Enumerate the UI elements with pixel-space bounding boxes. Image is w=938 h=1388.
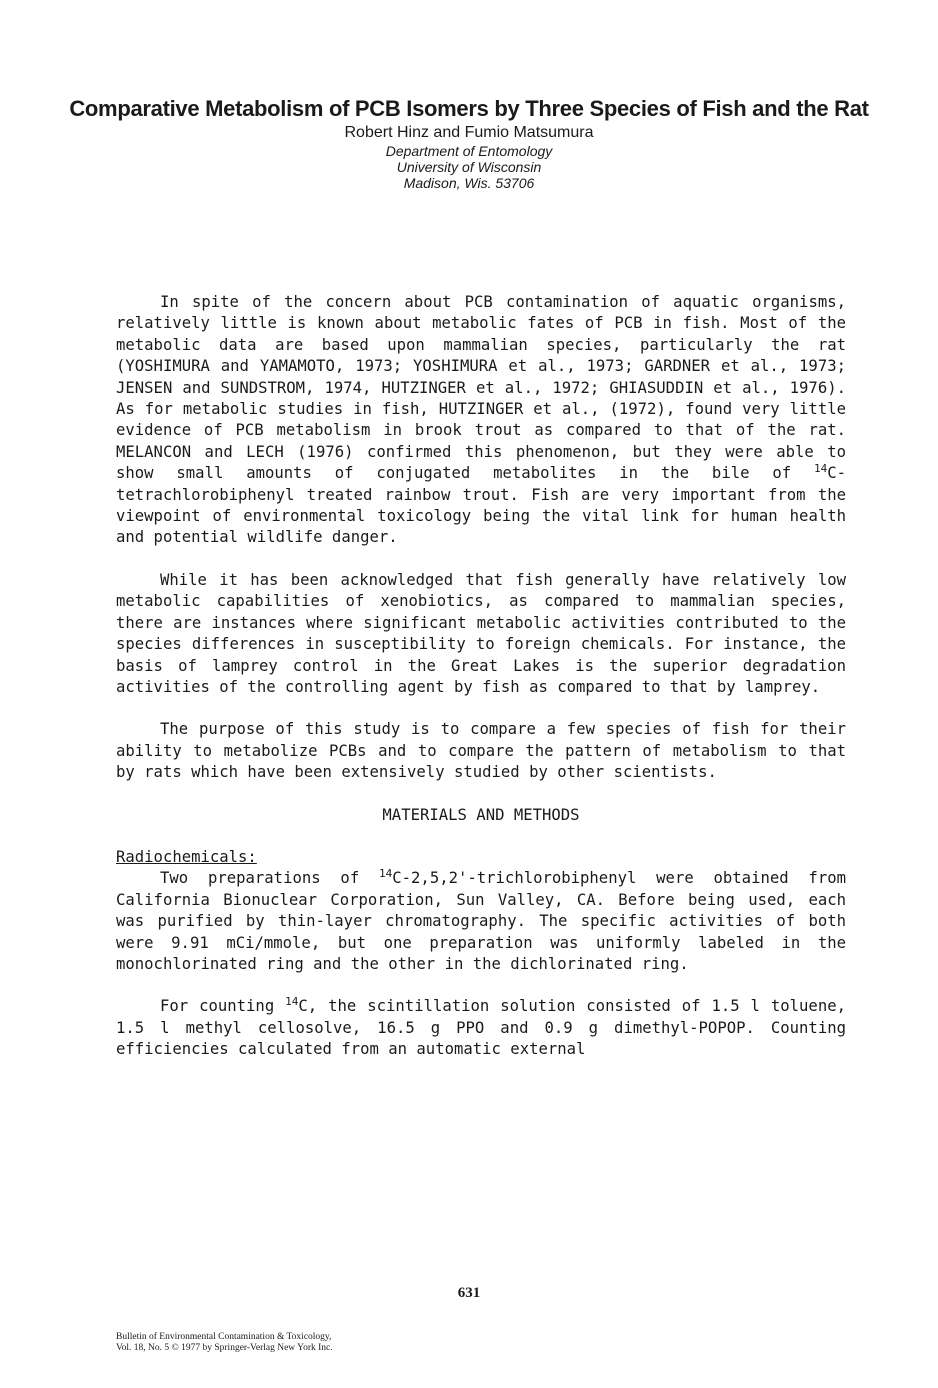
- affiliation-address: Madison, Wis. 53706: [403, 175, 535, 191]
- affiliation-university: University of Wisconsin: [396, 159, 542, 175]
- author-names: Robert Hinz and Fumio Matsumura: [344, 124, 594, 141]
- methods-paragraph-2: [116, 996, 846, 1060]
- journal-volume-copyright: Vol. 18, No. 5 © 1977 by Springer-Verlag New York Inc.: [116, 1343, 333, 1353]
- intro-paragraph-3: The purpose of this study is to compare a few species of fish for their ability to metabolize PCBs and to compare the pattern of metabolism to that by rats which have been extensively studied by other scientists.: [116, 720, 846, 782]
- isotope-superscript: 14: [379, 867, 393, 881]
- intro-paragraph-1: [116, 292, 846, 549]
- intro-paragraph-2: While it has been acknowledged that fish generally have relatively low metabolic capabilities of xenobiotics, as compared to mammalian species, there are instances where significant metabolic activities contributed to the species differences in susceptibility to foreign chemicals. For instance, the basis of lamprey control in the Great Lakes is the superior degradation activities of the controlling agent by fish as compared to that by lamprey.: [116, 570, 846, 696]
- article-header: [0, 96, 938, 191]
- intro-p1-text-b: C-tetrachlorobiphenyl treated rainbow trout. Fish are very important from the viewpoint of environmental toxicology being the vital link for human health and potential wildlife danger.: [116, 464, 846, 547]
- intro-p1-text-a: In spite of the concern about PCB contamination of aquatic organisms, relatively little is known about metabolic fates of PCB in fish. Most of the metabolic data are based upon mammalian species, particularly the rat (YOSHIMURA and YAMAMOTO, 1973; YOSHIMURA et al., 1973; GARDNER et al., 1973; JENSEN and SUNDSTROM, 1974, HUTZINGER et al., 1972; GHIASUDDIN et al., 1976). As for metabolic studies in fish, HUTZINGER et al., (1972), found very little evidence of PCB metabolism in brook trout as compared to that of the rat. MELANCON and LECH (1976) confirmed this phenomenon, but they were able to show small amounts of conjugated metabolites in the bile of: [116, 293, 846, 483]
- methods-p2-text-b: C, the scintillation solution consisted of 1.5 l toluene, 1.5 l methyl cellosolve, 16.5 g PPO and 0.9 g dimethyl-POPOP. Counting efficiencies calculated from an automatic external: [116, 997, 846, 1059]
- isotope-superscript: 14: [285, 995, 299, 1009]
- article-body: [116, 292, 846, 1082]
- subsection-heading-radiochemicals: Radiochemicals:: [116, 847, 257, 866]
- methods-paragraph-1: [116, 868, 846, 975]
- journal-footer: [116, 1332, 333, 1354]
- section-heading-methods: MATERIALS AND METHODS: [382, 805, 580, 824]
- methods-p2-text-a: For counting: [160, 997, 286, 1016]
- isotope-superscript: 14: [813, 462, 828, 476]
- affiliation-department: Department of Entomology: [385, 143, 553, 159]
- methods-p1-text-b: C-2,5,2'-trichlorobiphenyl were obtained from California Bionuclear Corporation, Sun Valley, CA. Before being used, each was purified by thin-layer chromatography. The specific activities of both were 9.91 mCi/mmole, but one preparation was uniformly labeled in the monochlorinated ring and the other in the dichlorinated ring.: [116, 869, 846, 973]
- methods-p1-text-a: Two preparations of: [160, 869, 380, 888]
- page-number: 631: [457, 1285, 481, 1301]
- journal-name: Bulletin of Environmental Contamination & Toxicology,: [116, 1332, 332, 1342]
- article-title: Comparative Metabolism of PCB Isomers by Three Species of Fish and the Rat: [69, 96, 869, 121]
